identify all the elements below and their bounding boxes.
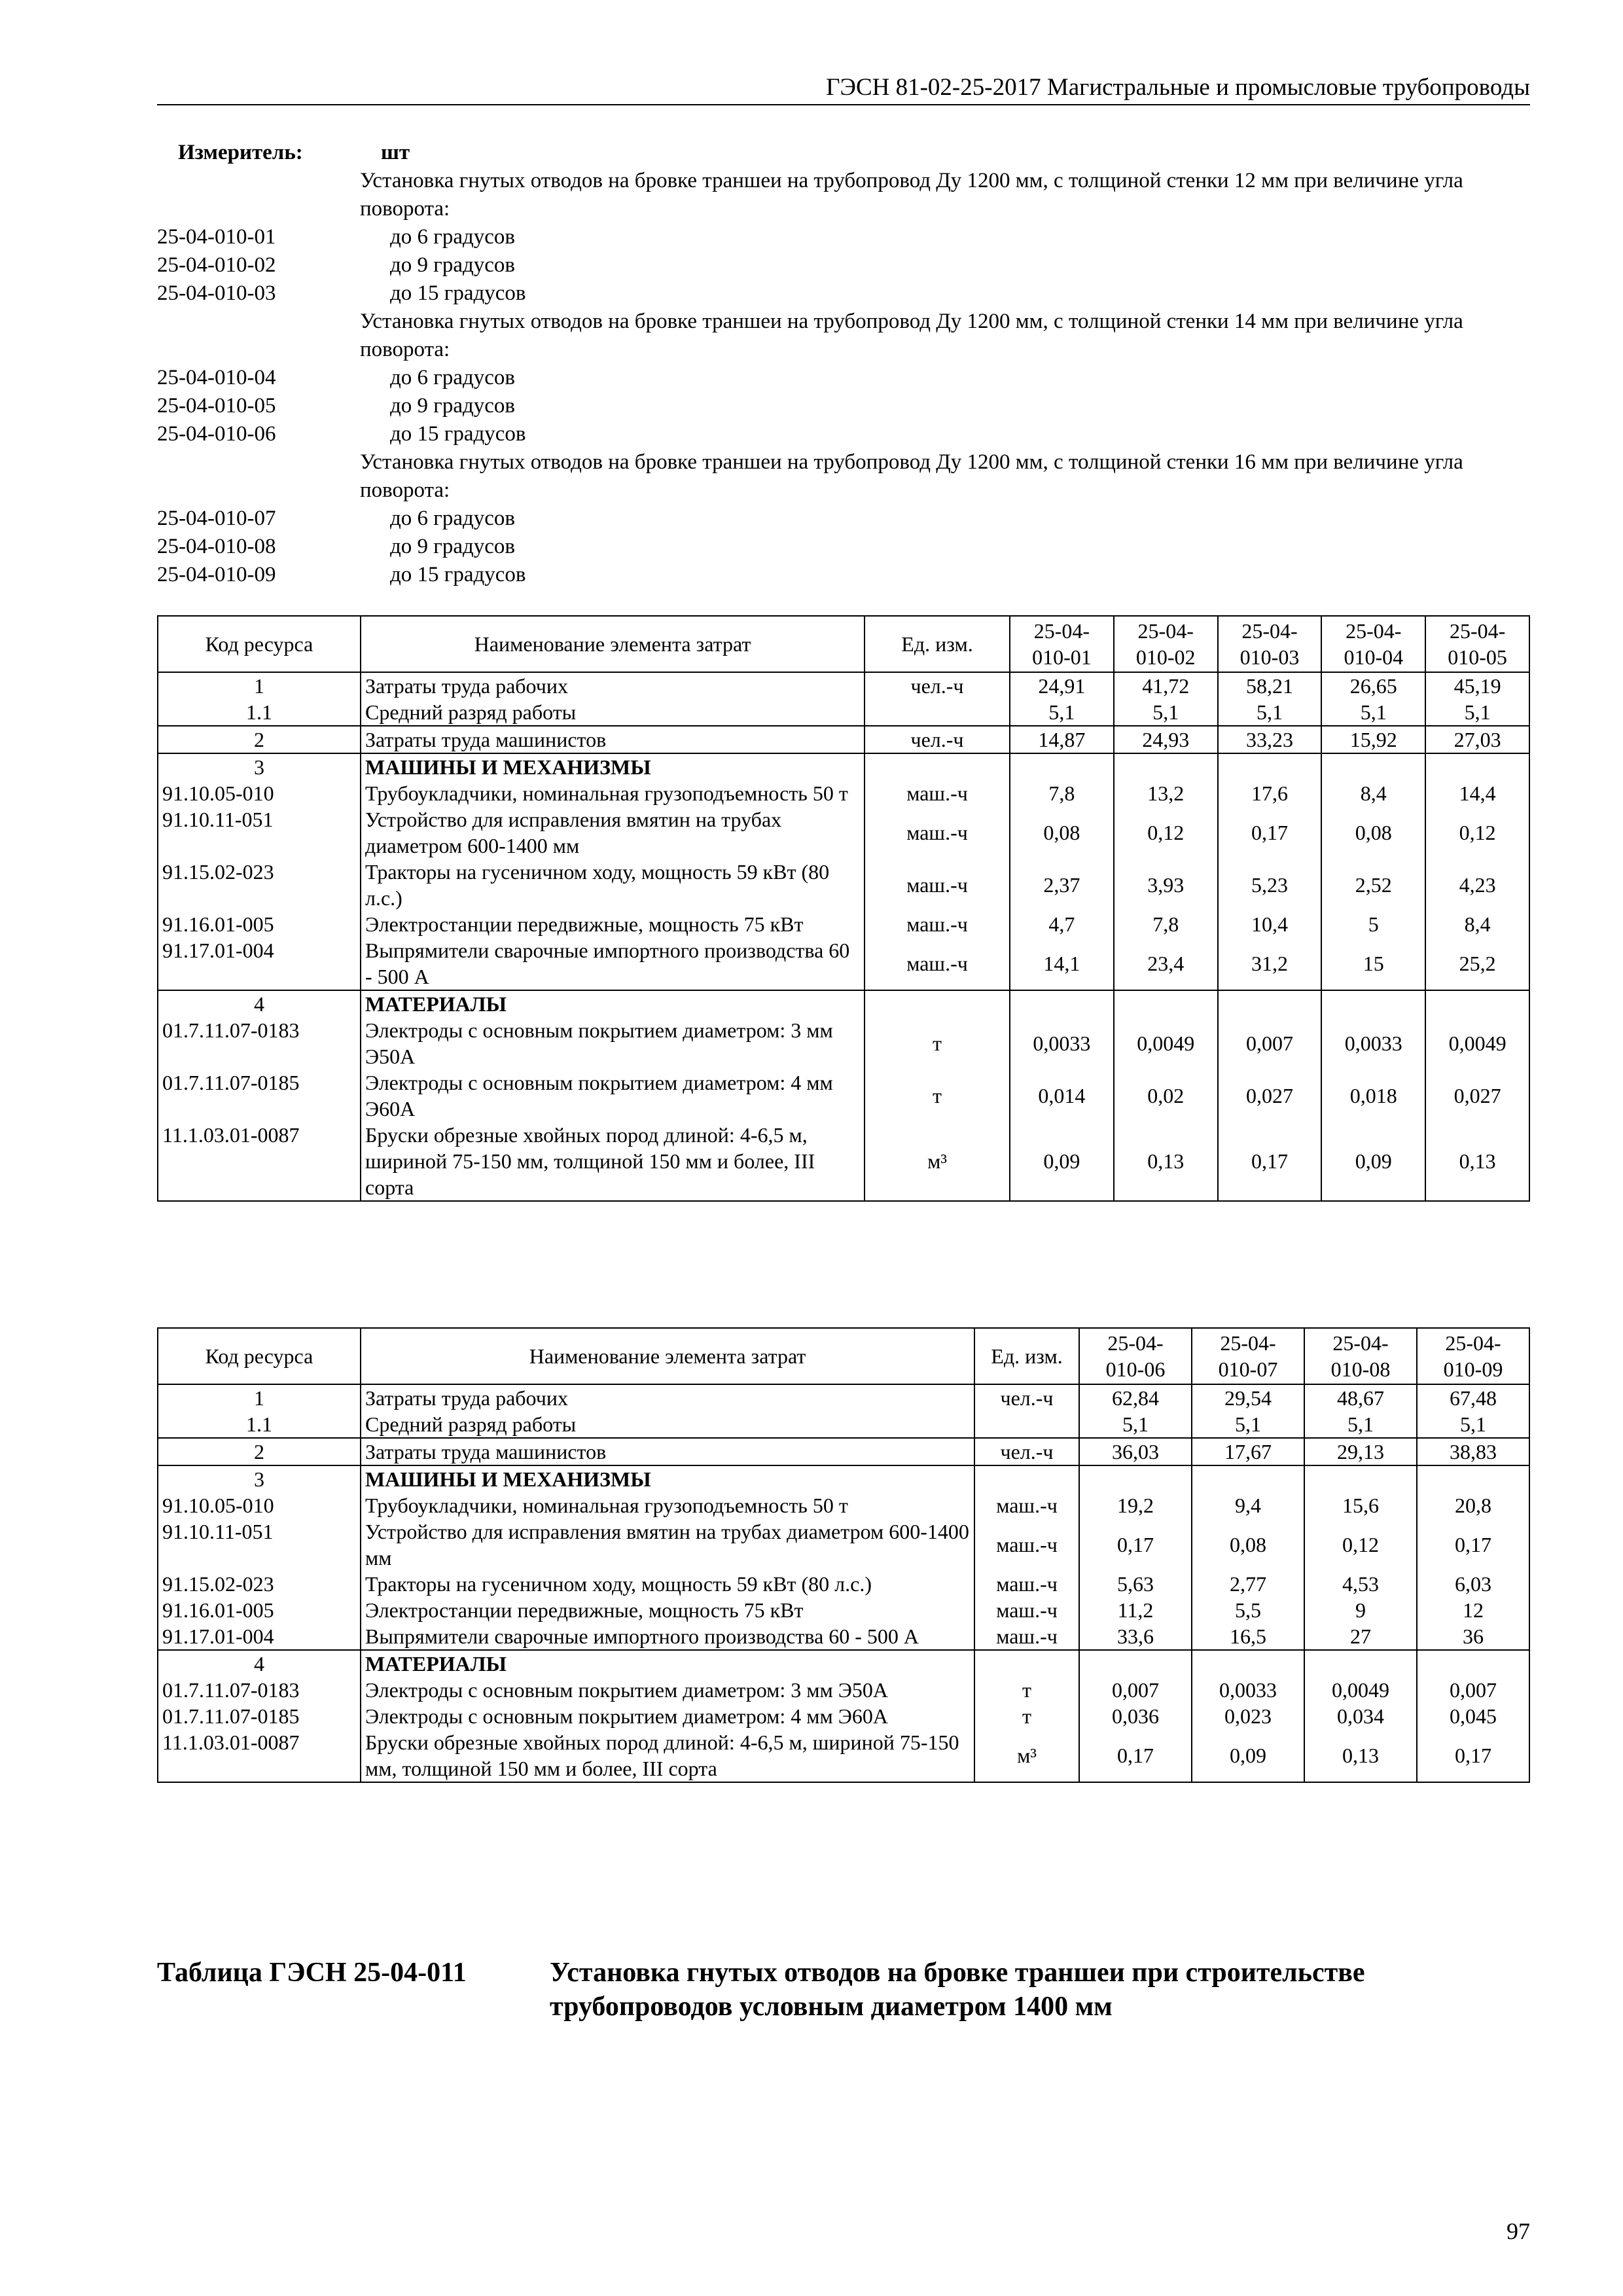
item-code: 25-04-010-05 bbox=[157, 394, 276, 418]
value-cell: 33,23 bbox=[1218, 726, 1322, 753]
resource-name: Тракторы на гусеничном ходу, мощность 59 кВт (80 л.с.) bbox=[361, 1571, 974, 1597]
resource-code: 91.17.01-004 bbox=[158, 1623, 361, 1650]
value-cell: 36,03 bbox=[1079, 1438, 1192, 1465]
resource-unit: маш.-ч bbox=[865, 806, 1010, 859]
table-row bbox=[158, 1069, 1529, 1122]
resource-unit: маш.-ч bbox=[974, 1623, 1079, 1650]
resource-unit bbox=[974, 1411, 1079, 1438]
resource-code: 91.17.01-004 bbox=[158, 937, 361, 990]
resource-unit: чел.-ч bbox=[974, 1384, 1079, 1411]
value-cell: 0,12 bbox=[1114, 806, 1218, 859]
group-item bbox=[157, 420, 1530, 448]
value-cell bbox=[1304, 1465, 1417, 1492]
value-cell: 0,023 bbox=[1192, 1703, 1304, 1729]
item-text: до 15 градусов bbox=[390, 422, 526, 446]
group-item bbox=[157, 392, 1530, 420]
resource-unit: маш.-ч bbox=[974, 1571, 1079, 1597]
value-cell bbox=[1010, 753, 1114, 780]
table-row bbox=[158, 753, 1529, 780]
value-cell: 0,0033 bbox=[1010, 1017, 1114, 1069]
item-code: 25-04-010-08 bbox=[157, 535, 276, 558]
resource-code: 2 bbox=[158, 726, 361, 753]
value-cell: 0,018 bbox=[1321, 1069, 1425, 1122]
value-cell: 4,53 bbox=[1304, 1571, 1417, 1597]
table-row bbox=[158, 1438, 1529, 1465]
measure-block bbox=[157, 139, 1530, 589]
value-cell bbox=[1321, 990, 1425, 1017]
resource-unit: маш.-ч bbox=[974, 1518, 1079, 1571]
value-cell: 0,09 bbox=[1192, 1729, 1304, 1782]
header-column: 25-04- 010-05 bbox=[1425, 616, 1529, 672]
value-cell: 5,1 bbox=[1425, 699, 1529, 726]
value-cell: 14,4 bbox=[1425, 780, 1529, 806]
value-cell: 5,23 bbox=[1218, 859, 1322, 911]
resource-code: 01.7.11.07-0185 bbox=[158, 1069, 361, 1122]
resource-code: 1 bbox=[158, 1384, 361, 1411]
value-cell bbox=[1425, 990, 1529, 1017]
resource-code: 4 bbox=[158, 990, 361, 1017]
value-cell: 2,52 bbox=[1321, 859, 1425, 911]
item-code: 25-04-010-02 bbox=[157, 253, 276, 277]
resource-unit: т bbox=[865, 1069, 1010, 1122]
table-title-label: Таблица ГЭСН 25-04-011 bbox=[157, 1958, 467, 1988]
value-cell: 13,2 bbox=[1114, 780, 1218, 806]
resource-unit bbox=[974, 1465, 1079, 1492]
table-row bbox=[158, 1729, 1529, 1782]
value-cell: 2,77 bbox=[1192, 1571, 1304, 1597]
value-cell: 41,72 bbox=[1114, 672, 1218, 699]
resource-name: Электроды с основным покрытием диаметром: 4 мм Э60А bbox=[361, 1703, 974, 1729]
resource-name: Бруски обрезные хвойных пород длиной: 4-6,5 м, шириной 75-150 мм, толщиной 150 мм и более, III сорта bbox=[361, 1729, 974, 1782]
resource-unit: маш.-ч bbox=[865, 911, 1010, 937]
value-cell bbox=[1079, 1650, 1192, 1677]
resource-code: 1 bbox=[158, 672, 361, 699]
header-name: Наименование элемента затрат bbox=[361, 1328, 974, 1384]
value-cell: 0,09 bbox=[1321, 1122, 1425, 1201]
value-cell: 0,034 bbox=[1304, 1703, 1417, 1729]
resource-unit: т bbox=[974, 1677, 1079, 1703]
measure-unit: шт bbox=[381, 141, 410, 164]
value-cell bbox=[1321, 753, 1425, 780]
header-column: 25-04- 010-04 bbox=[1321, 616, 1425, 672]
value-cell bbox=[1010, 990, 1114, 1017]
page-number: 97 bbox=[1507, 2218, 1530, 2244]
item-text: до 9 градусов bbox=[390, 394, 515, 418]
header-column: 25-04- 010-08 bbox=[1304, 1328, 1417, 1384]
value-cell: 0,0049 bbox=[1304, 1677, 1417, 1703]
group-heading: Установка гнутых отводов на бровке траншеи на трубопровод Ду 1200 мм, с толщиной стенки 16 мм при величине угла поворота: bbox=[360, 450, 1463, 502]
resource-code: 01.7.11.07-0183 bbox=[158, 1017, 361, 1069]
value-cell bbox=[1114, 990, 1218, 1017]
resource-name: Средний разряд работы bbox=[361, 1411, 974, 1438]
value-cell: 26,65 bbox=[1321, 672, 1425, 699]
value-cell: 16,5 bbox=[1192, 1623, 1304, 1650]
group-heading-row bbox=[157, 167, 1530, 223]
value-cell: 24,93 bbox=[1114, 726, 1218, 753]
value-cell: 33,6 bbox=[1079, 1623, 1192, 1650]
value-cell: 23,4 bbox=[1114, 937, 1218, 990]
resource-code: 3 bbox=[158, 1465, 361, 1492]
resource-name: Электроды с основным покрытием диаметром: 3 мм Э50А bbox=[361, 1017, 865, 1069]
resource-name: Затраты труда рабочих bbox=[361, 1384, 974, 1411]
value-cell: 4,23 bbox=[1425, 859, 1529, 911]
value-cell: 19,2 bbox=[1079, 1492, 1192, 1518]
resource-code: 01.7.11.07-0183 bbox=[158, 1677, 361, 1703]
value-cell: 9 bbox=[1304, 1597, 1417, 1623]
resource-code: 2 bbox=[158, 1438, 361, 1465]
value-cell: 0,08 bbox=[1321, 806, 1425, 859]
value-cell: 0,02 bbox=[1114, 1069, 1218, 1122]
item-code: 25-04-010-09 bbox=[157, 563, 276, 586]
item-code: 25-04-010-06 bbox=[157, 422, 276, 446]
resource-name: Выпрямители сварочные импортного производства 60 - 500 А bbox=[361, 1623, 974, 1650]
resource-name: Тракторы на гусеничном ходу, мощность 59 кВт (80 л.с.) bbox=[361, 859, 865, 911]
header-column: 25-04- 010-09 bbox=[1417, 1328, 1529, 1384]
resource-unit: чел.-ч bbox=[865, 726, 1010, 753]
resource-name: Электроды с основным покрытием диаметром: 4 мм Э60А bbox=[361, 1069, 865, 1122]
value-cell: 15,6 bbox=[1304, 1492, 1417, 1518]
resource-unit: маш.-ч bbox=[974, 1492, 1079, 1518]
resource-name: Устройство для исправления вмятин на трубах диаметром 600-1400 мм bbox=[361, 806, 865, 859]
value-cell: 7,8 bbox=[1010, 780, 1114, 806]
resource-name: Затраты труда машинистов bbox=[361, 1438, 974, 1465]
value-cell bbox=[1417, 1465, 1529, 1492]
group-heading-row bbox=[157, 308, 1530, 364]
group-item bbox=[157, 505, 1530, 533]
resource-unit: чел.-ч bbox=[865, 672, 1010, 699]
table-title-text: Установка гнутых отводов на бровке траншеи при строительстве трубопроводов условным диаметром 1400 мм bbox=[550, 1958, 1365, 2022]
value-cell: 24,91 bbox=[1010, 672, 1114, 699]
table-row bbox=[158, 1384, 1529, 1411]
item-code: 25-04-010-07 bbox=[157, 507, 276, 530]
table-row bbox=[158, 937, 1529, 990]
group-item bbox=[157, 561, 1530, 589]
value-cell: 0,09 bbox=[1010, 1122, 1114, 1201]
resource-name: Трубоукладчики, номинальная грузоподъемность 50 т bbox=[361, 1492, 974, 1518]
resource-unit bbox=[865, 990, 1010, 1017]
group-heading: Установка гнутых отводов на бровке траншеи на трубопровод Ду 1200 мм, с толщиной стенки 12 мм при величине угла поворота: bbox=[360, 169, 1463, 221]
value-cell: 36 bbox=[1417, 1623, 1529, 1650]
resource-unit: маш.-ч bbox=[865, 937, 1010, 990]
value-cell: 0,17 bbox=[1417, 1729, 1529, 1782]
resource-code: 3 bbox=[158, 753, 361, 780]
value-cell: 48,67 bbox=[1304, 1384, 1417, 1411]
item-code: 25-04-010-01 bbox=[157, 225, 276, 249]
value-cell: 38,83 bbox=[1417, 1438, 1529, 1465]
header-code: Код ресурса bbox=[158, 616, 361, 672]
value-cell: 0,007 bbox=[1218, 1017, 1322, 1069]
resource-name: Электростанции передвижные, мощность 75 кВт bbox=[361, 911, 865, 937]
value-cell: 0,027 bbox=[1425, 1069, 1529, 1122]
table-row bbox=[158, 1597, 1529, 1623]
value-cell bbox=[1114, 753, 1218, 780]
value-cell: 5,63 bbox=[1079, 1571, 1192, 1597]
resource-unit: маш.-ч bbox=[865, 780, 1010, 806]
resource-unit bbox=[865, 699, 1010, 726]
value-cell: 0,12 bbox=[1425, 806, 1529, 859]
table-row bbox=[158, 780, 1529, 806]
value-cell: 5,1 bbox=[1192, 1411, 1304, 1438]
value-cell: 7,8 bbox=[1114, 911, 1218, 937]
value-cell: 29,54 bbox=[1192, 1384, 1304, 1411]
value-cell: 5,1 bbox=[1010, 699, 1114, 726]
item-code: 25-04-010-04 bbox=[157, 366, 276, 389]
item-text: до 15 градусов bbox=[390, 563, 526, 586]
running-header: ГЭСН 81-02-25-2017 Магистральные и промысловые трубопроводы bbox=[157, 73, 1530, 105]
resource-unit: м³ bbox=[974, 1729, 1079, 1782]
section-title: МАШИНЫ И МЕХАНИЗМЫ bbox=[361, 1465, 974, 1492]
value-cell bbox=[1192, 1650, 1304, 1677]
header-name: Наименование элемента затрат bbox=[361, 616, 865, 672]
resource-code: 4 bbox=[158, 1650, 361, 1677]
value-cell: 5,1 bbox=[1114, 699, 1218, 726]
value-cell: 0,036 bbox=[1079, 1703, 1192, 1729]
value-cell: 5,5 bbox=[1192, 1597, 1304, 1623]
measure-label: Измеритель: bbox=[178, 141, 303, 164]
group-heading-code bbox=[157, 448, 360, 505]
item-text: до 9 градусов bbox=[390, 535, 515, 558]
resource-unit bbox=[865, 753, 1010, 780]
resource-code: 91.10.05-010 bbox=[158, 780, 361, 806]
value-cell: 4,7 bbox=[1010, 911, 1114, 937]
group-heading-row bbox=[157, 448, 1530, 505]
resource-code: 91.16.01-005 bbox=[158, 1597, 361, 1623]
table-row bbox=[158, 1465, 1529, 1492]
table-row bbox=[158, 911, 1529, 937]
value-cell: 0,0033 bbox=[1192, 1677, 1304, 1703]
resource-unit: маш.-ч bbox=[865, 859, 1010, 911]
value-cell: 0,027 bbox=[1218, 1069, 1322, 1122]
resource-unit bbox=[974, 1650, 1079, 1677]
resource-code: 11.1.03.01-0087 bbox=[158, 1122, 361, 1201]
item-text: до 9 градусов bbox=[390, 253, 515, 277]
header-column: 25-04- 010-06 bbox=[1079, 1328, 1192, 1384]
value-cell: 0,014 bbox=[1010, 1069, 1114, 1122]
table-row bbox=[158, 672, 1529, 699]
resource-name: Трубоукладчики, номинальная грузоподъемность 50 т bbox=[361, 780, 865, 806]
value-cell: 0,17 bbox=[1079, 1729, 1192, 1782]
table-row bbox=[158, 1571, 1529, 1597]
resource-table-2 bbox=[157, 1327, 1530, 1783]
resource-unit: м³ bbox=[865, 1122, 1010, 1201]
section-title: МАТЕРИАЛЫ bbox=[361, 1650, 974, 1677]
group-item bbox=[157, 364, 1530, 392]
value-cell: 6,03 bbox=[1417, 1571, 1529, 1597]
value-cell bbox=[1218, 753, 1322, 780]
value-cell: 17,6 bbox=[1218, 780, 1322, 806]
table-row bbox=[158, 1650, 1529, 1677]
value-cell: 17,67 bbox=[1192, 1438, 1304, 1465]
value-cell: 14,1 bbox=[1010, 937, 1114, 990]
group-heading-code bbox=[157, 167, 360, 223]
table-row bbox=[158, 859, 1529, 911]
value-cell: 67,48 bbox=[1417, 1384, 1529, 1411]
value-cell: 27 bbox=[1304, 1623, 1417, 1650]
item-code: 25-04-010-03 bbox=[157, 281, 276, 305]
group-item bbox=[157, 251, 1530, 279]
resource-code: 1.1 bbox=[158, 1411, 361, 1438]
resource-code: 91.10.11-051 bbox=[158, 806, 361, 859]
header-code: Код ресурса bbox=[158, 1328, 361, 1384]
value-cell: 0,0033 bbox=[1321, 1017, 1425, 1069]
value-cell: 0,0049 bbox=[1425, 1017, 1529, 1069]
resource-code: 91.10.05-010 bbox=[158, 1492, 361, 1518]
measure-row bbox=[157, 139, 1530, 167]
table-row bbox=[158, 1492, 1529, 1518]
value-cell: 0,007 bbox=[1079, 1677, 1192, 1703]
table-row bbox=[158, 1703, 1529, 1729]
section-title: МАТЕРИАЛЫ bbox=[361, 990, 865, 1017]
value-cell: 0,17 bbox=[1218, 1122, 1322, 1201]
value-cell: 27,03 bbox=[1425, 726, 1529, 753]
value-cell: 0,007 bbox=[1417, 1677, 1529, 1703]
value-cell: 0,08 bbox=[1010, 806, 1114, 859]
value-cell: 5,1 bbox=[1079, 1411, 1192, 1438]
resource-code: 91.15.02-023 bbox=[158, 1571, 361, 1597]
table-row bbox=[158, 726, 1529, 753]
value-cell bbox=[1304, 1650, 1417, 1677]
value-cell: 0,13 bbox=[1425, 1122, 1529, 1201]
group-item bbox=[157, 279, 1530, 308]
section-title: МАШИНЫ И МЕХАНИЗМЫ bbox=[361, 753, 865, 780]
resource-name: Бруски обрезные хвойных пород длиной: 4-6,5 м, шириной 75-150 мм, толщиной 150 мм и более, III сорта bbox=[361, 1122, 865, 1201]
value-cell: 15,92 bbox=[1321, 726, 1425, 753]
value-cell: 3,93 bbox=[1114, 859, 1218, 911]
value-cell: 14,87 bbox=[1010, 726, 1114, 753]
value-cell: 8,4 bbox=[1425, 911, 1529, 937]
table-row bbox=[158, 1411, 1529, 1438]
item-text: до 15 градусов bbox=[390, 281, 526, 305]
value-cell: 5,1 bbox=[1304, 1411, 1417, 1438]
value-cell bbox=[1079, 1465, 1192, 1492]
value-cell: 0,17 bbox=[1218, 806, 1322, 859]
resource-name: Средний разряд работы bbox=[361, 699, 865, 726]
resource-code: 91.16.01-005 bbox=[158, 911, 361, 937]
value-cell: 0,13 bbox=[1304, 1729, 1417, 1782]
value-cell: 29,13 bbox=[1304, 1438, 1417, 1465]
value-cell: 25,2 bbox=[1425, 937, 1529, 990]
value-cell: 10,4 bbox=[1218, 911, 1322, 937]
resource-unit: чел.-ч bbox=[974, 1438, 1079, 1465]
group-item bbox=[157, 533, 1530, 561]
resource-code: 91.15.02-023 bbox=[158, 859, 361, 911]
header-unit: Ед. изм. bbox=[974, 1328, 1079, 1384]
value-cell bbox=[1218, 990, 1322, 1017]
value-cell: 0,13 bbox=[1114, 1122, 1218, 1201]
table-row bbox=[158, 1677, 1529, 1703]
resource-code: 11.1.03.01-0087 bbox=[158, 1729, 361, 1782]
resource-name: Электростанции передвижные, мощность 75 кВт bbox=[361, 1597, 974, 1623]
value-cell: 0,17 bbox=[1417, 1518, 1529, 1571]
header-column: 25-04- 010-01 bbox=[1010, 616, 1114, 672]
table-row bbox=[158, 990, 1529, 1017]
value-cell: 5,1 bbox=[1218, 699, 1322, 726]
value-cell: 5,1 bbox=[1417, 1411, 1529, 1438]
table-row bbox=[158, 1623, 1529, 1650]
resource-name: Затраты труда машинистов bbox=[361, 726, 865, 753]
value-cell: 0,12 bbox=[1304, 1518, 1417, 1571]
table-row bbox=[158, 699, 1529, 726]
value-cell: 0,045 bbox=[1417, 1703, 1529, 1729]
value-cell bbox=[1417, 1650, 1529, 1677]
group-item bbox=[157, 223, 1530, 251]
value-cell: 9,4 bbox=[1192, 1492, 1304, 1518]
value-cell: 12 bbox=[1417, 1597, 1529, 1623]
resource-name: Затраты труда рабочих bbox=[361, 672, 865, 699]
resource-code: 91.10.11-051 bbox=[158, 1518, 361, 1571]
item-groups bbox=[157, 167, 1530, 589]
value-cell: 20,8 bbox=[1417, 1492, 1529, 1518]
value-cell: 45,19 bbox=[1425, 672, 1529, 699]
resource-unit: т bbox=[865, 1017, 1010, 1069]
group-heading: Установка гнутых отводов на бровке траншеи на трубопровод Ду 1200 мм, с толщиной стенки 14 мм при величине угла поворота: bbox=[360, 310, 1463, 361]
item-text: до 6 градусов bbox=[390, 366, 515, 389]
resource-code: 01.7.11.07-0185 bbox=[158, 1703, 361, 1729]
resource-name: Выпрямители сварочные импортного производства 60 - 500 А bbox=[361, 937, 865, 990]
resource-unit: т bbox=[974, 1703, 1079, 1729]
header-column: 25-04- 010-07 bbox=[1192, 1328, 1304, 1384]
item-text: до 6 градусов bbox=[390, 225, 515, 249]
resource-name: Устройство для исправления вмятин на трубах диаметром 600-1400 мм bbox=[361, 1518, 974, 1571]
table-row bbox=[158, 1518, 1529, 1571]
value-cell: 0,17 bbox=[1079, 1518, 1192, 1571]
value-cell: 31,2 bbox=[1218, 937, 1322, 990]
value-cell bbox=[1192, 1465, 1304, 1492]
resource-table-1 bbox=[157, 615, 1530, 1202]
value-cell bbox=[1425, 753, 1529, 780]
table-row bbox=[158, 1122, 1529, 1201]
value-cell: 11,2 bbox=[1079, 1597, 1192, 1623]
item-text: до 6 градусов bbox=[390, 507, 515, 530]
value-cell: 58,21 bbox=[1218, 672, 1322, 699]
value-cell: 2,37 bbox=[1010, 859, 1114, 911]
table-row bbox=[158, 806, 1529, 859]
header-column: 25-04- 010-03 bbox=[1218, 616, 1322, 672]
value-cell: 0,0049 bbox=[1114, 1017, 1218, 1069]
table-row bbox=[158, 1017, 1529, 1069]
header-unit: Ед. изм. bbox=[865, 616, 1010, 672]
value-cell: 15 bbox=[1321, 937, 1425, 990]
value-cell: 8,4 bbox=[1321, 780, 1425, 806]
resource-unit: маш.-ч bbox=[974, 1597, 1079, 1623]
value-cell: 5,1 bbox=[1321, 699, 1425, 726]
table-title bbox=[157, 1956, 1530, 2024]
group-heading-code bbox=[157, 308, 360, 364]
value-cell: 62,84 bbox=[1079, 1384, 1192, 1411]
header-column: 25-04- 010-02 bbox=[1114, 616, 1218, 672]
resource-name: Электроды с основным покрытием диаметром: 3 мм Э50А bbox=[361, 1677, 974, 1703]
value-cell: 0,08 bbox=[1192, 1518, 1304, 1571]
resource-code: 1.1 bbox=[158, 699, 361, 726]
value-cell: 5 bbox=[1321, 911, 1425, 937]
